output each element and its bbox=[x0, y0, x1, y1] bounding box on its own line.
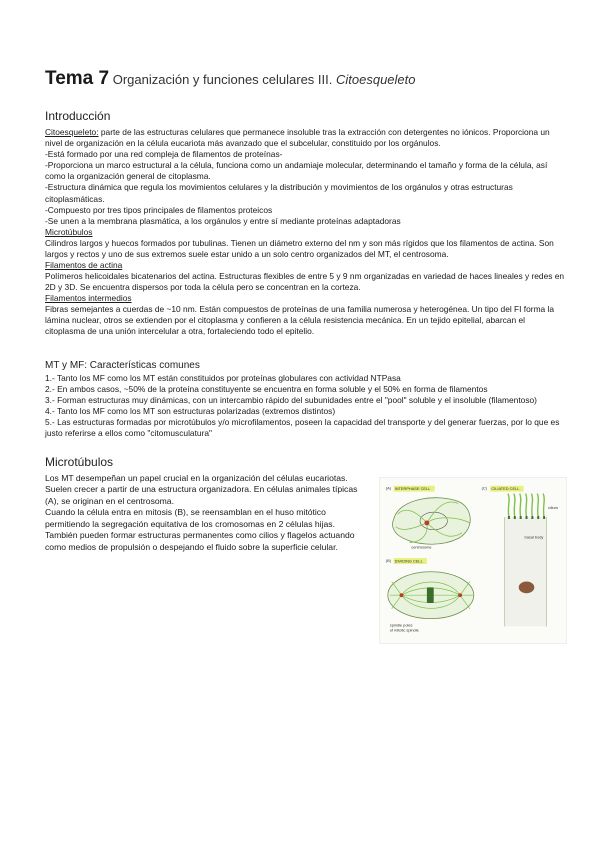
comunes-item: 4.- Tanto los MF como los MT son estructuras polarizadas (extremos distintos) bbox=[45, 405, 336, 416]
tema-number: Tema 7 bbox=[45, 68, 110, 89]
intro-definition bbox=[45, 127, 567, 149]
label-c-sub2: basal body bbox=[524, 534, 544, 540]
label-c: (C) bbox=[482, 485, 488, 491]
title-subtitle: Organización y funciones celulares III. bbox=[112, 72, 333, 87]
microtubulos-text bbox=[45, 473, 362, 644]
nucleus-c bbox=[519, 582, 535, 594]
centrosome-a bbox=[425, 521, 430, 526]
microtubulos-paragraph: Cuando la célula entra en mitosis (B), se reensamblan en el huso mitótico permitiendo la segregación equitativa de los cromosomas en 2 células hijas. bbox=[45, 507, 335, 529]
intro-heading: Introducción bbox=[45, 109, 111, 123]
title-subtitle-italic: Citoesqueleto bbox=[336, 72, 416, 87]
chromosomes bbox=[427, 587, 434, 603]
microtubulos-description: Cilindros largos y huecos formados por tubulinas. Tienen un diámetro externo del nm y son más rígidos que los filamentos de actina. Son largos y rectos y uno de sus extremos suele estar unido a un solo centro organizados del MT, el centrosoma. bbox=[45, 237, 554, 259]
ciliated-cell-body bbox=[505, 517, 546, 626]
document-page bbox=[45, 70, 567, 644]
citoesqueleto-term: Citoesqueleto: bbox=[45, 127, 99, 137]
intro-point: -Estructura dinámica que regula los movimientos celulares y la distribución y movimientos de los orgánulos y otras estructuras citoplasmáticas. bbox=[45, 182, 513, 204]
label-c-sub1: cilium bbox=[548, 505, 559, 511]
microtubulos-subheading: Microtúbulos bbox=[45, 226, 93, 237]
label-b-sub1: spindle poles bbox=[390, 622, 413, 628]
spindle-pole-right bbox=[459, 593, 463, 597]
comunes-item: 5.- Las estructuras formadas por microtúbulos y/o microfilamentos, poseen la capacidad del transporte y del generar fuerzas, por lo que es justo referirse a ellos como "citomusculatura" bbox=[45, 416, 560, 438]
microtubulos-paragraph: También pueden formar estructuras permanentes como cilios y flagelos actuando como medios de propulsión o despejando el fluido sobre la superficie celular. bbox=[45, 530, 355, 552]
label-a-title: INTERPHASE CELL bbox=[395, 486, 431, 492]
label-b: (B) bbox=[386, 558, 392, 564]
comunes-item: 1.- Tanto los MF como los MT están constituidos por proteínas globulares con actividad NTPasa bbox=[45, 372, 401, 383]
microtubulos-section bbox=[45, 473, 567, 644]
microtubulos-paragraph: Los MT desempeñan un papel crucial en la organización del células eucariotas. Suelen crecer a partir de una estructura organizadora. En células animales típicas (A), se originan en el centrosoma. bbox=[45, 473, 358, 506]
label-c-title: CILIATED CELL bbox=[491, 486, 520, 492]
intro-point: -Proporciona un marco estructural a la célula, funciona como un andamiaje molecular, determinando el tamaño y forma de la célula, así como la organización general de citoplasma. bbox=[45, 160, 548, 182]
comunes-heading: MT y MF: Características comunes bbox=[45, 359, 200, 371]
actina-description: Polímeros helicoidales bicatenarios del actina. Estructuras flexibles de entre 5 y 9 nm organizadas en variedad de haces lineales y redes en 2D y 3D. Se encuentra dispersos por toda la célula pero se concentran en la corteza. bbox=[45, 271, 565, 293]
label-a: (A) bbox=[386, 485, 392, 491]
comunes-item: 3.- Forman estructuras muy dinámicas, con un intercambio rápido del subunidades entre el "pool" soluble y el insoluble (filamentoso) bbox=[45, 394, 537, 405]
intro-point: -Se unen a la membrana plasmática, a los orgánulos y entre sí mediante proteínas adaptadoras bbox=[45, 215, 401, 226]
label-a-sub: centrosome bbox=[411, 544, 433, 550]
cilia bbox=[508, 494, 544, 517]
intro-definition-text: parte de las estructuras celulares que permanece insoluble tras la extracción con detergentes no iónicos. Proporciona un nivel de organización en la célula eucariota más avanzado que el subcelular, constituido por los orgánulos. bbox=[45, 127, 550, 149]
label-b-sub2: of mitotic spindle bbox=[390, 627, 420, 633]
microtubulos-heading: Microtúbulos bbox=[45, 455, 114, 470]
intro-point: -Está formado por una red compleja de filamentos de proteínas- bbox=[45, 149, 283, 160]
intermedios-subheading: Filamentos intermedios bbox=[45, 293, 132, 304]
label-b-title: DIVIDING CELL bbox=[395, 558, 424, 564]
page-title bbox=[45, 70, 567, 89]
microtubule-illustration bbox=[380, 478, 566, 643]
interphase-cell bbox=[393, 498, 471, 544]
actina-subheading: Filamentos de actina bbox=[45, 260, 123, 271]
intro-point: -Compuesto por tres tipos principales de filamentos proteicos bbox=[45, 204, 273, 215]
microtubule-figure bbox=[379, 477, 567, 644]
intermedios-description: Fibras semejantes a cuerdas de ~10 nm. Están compuestos de proteínas de una familia numerosa y heterogénea. Un tipo del FI forma la lámina nuclear, otros se extienden por el citoplasma y confieren a la célula resistencia mecánica. En un tejido epitelial, abarcan el citoplasma de una unión intercelular a otra, fortaleciendo todo el epitelio. bbox=[45, 304, 555, 337]
comunes-item: 2.- En ambos casos, ~50% de la proteína constituyente se encuentra en forma soluble y el 50% en forma de filamentos bbox=[45, 383, 488, 394]
spindle-pole-left bbox=[400, 593, 404, 597]
